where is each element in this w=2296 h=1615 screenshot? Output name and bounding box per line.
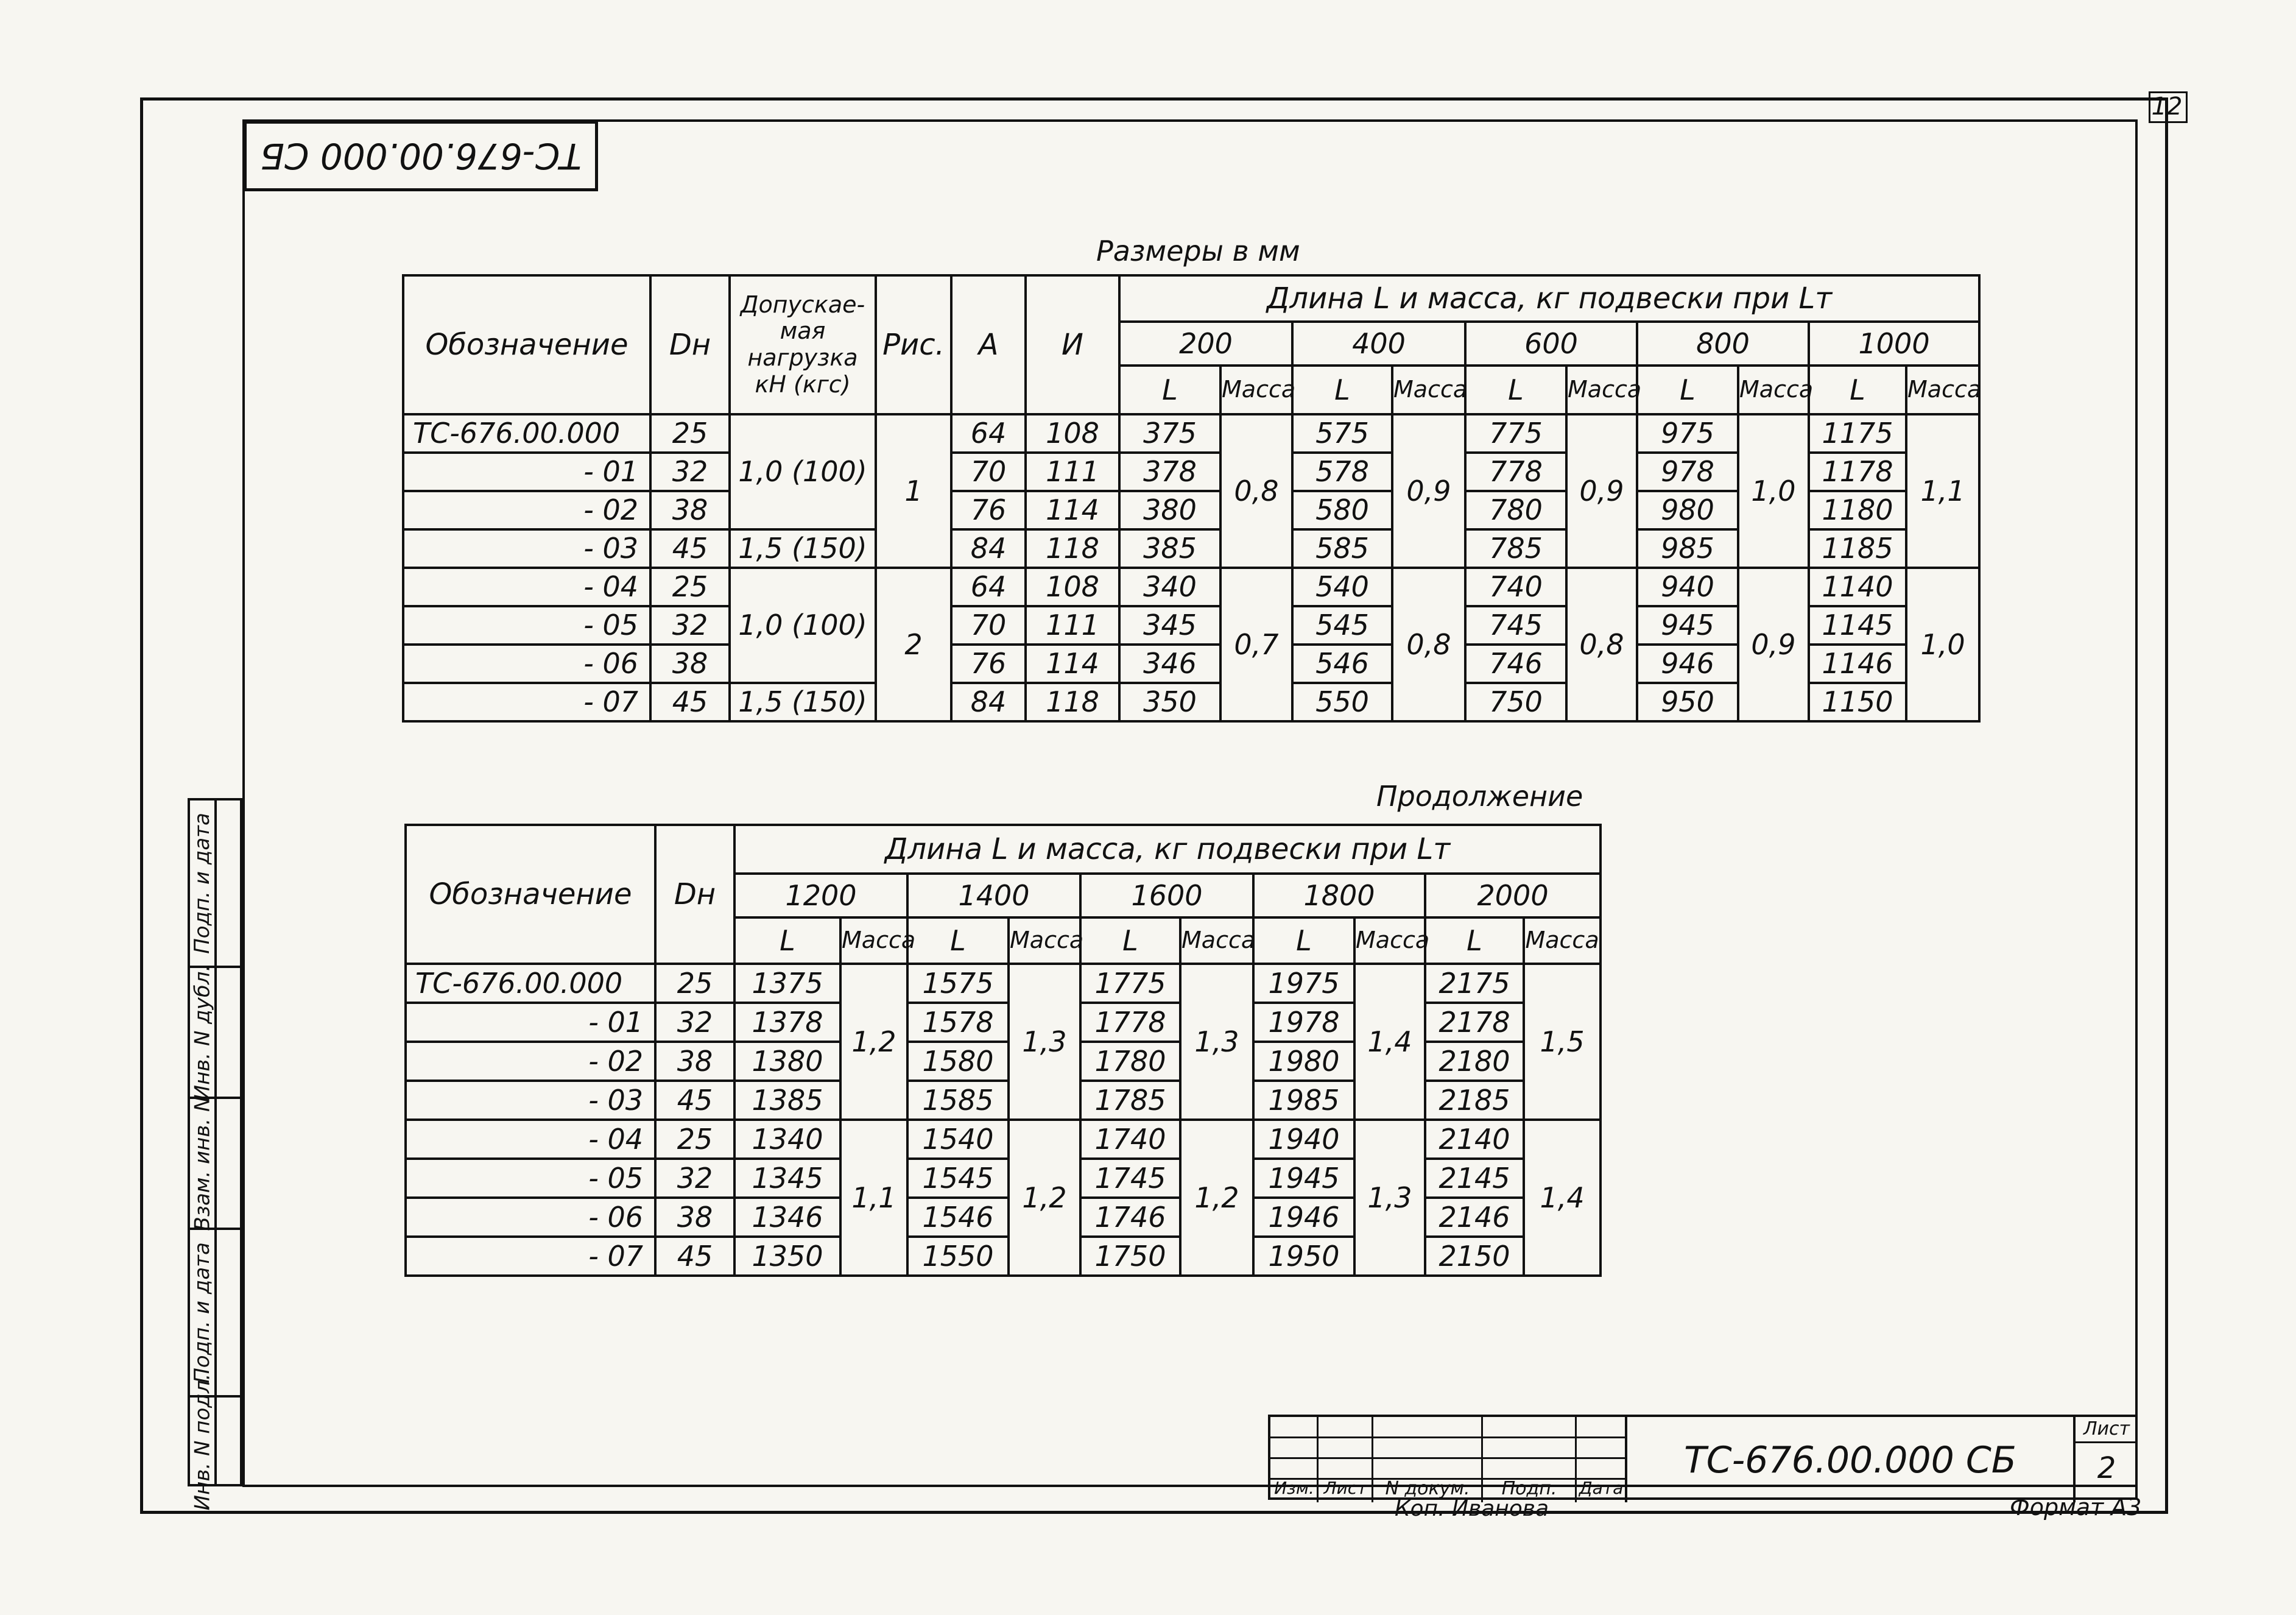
header-L: L	[1637, 366, 1738, 414]
cell-length: 1940	[1253, 1120, 1354, 1159]
cell-length: 1146	[1809, 645, 1906, 683]
cell-length: 1178	[1809, 453, 1906, 491]
sheet-number-top: 12	[2151, 93, 2183, 121]
tb-sheet-label: Лист	[2083, 1418, 2130, 1440]
cell-length: 1346	[734, 1198, 840, 1237]
cell-dn: 25	[655, 964, 734, 1003]
cell-a: 84	[951, 683, 1026, 721]
cell-a: 84	[951, 529, 1026, 568]
cell-i: 111	[1026, 453, 1119, 491]
cell-length: 2180	[1425, 1042, 1524, 1081]
cell-length: 546	[1292, 645, 1392, 683]
cell-length: 1378	[734, 1003, 840, 1042]
cell-mass: 1,4	[1354, 964, 1425, 1120]
header-length-1400: 1400	[907, 874, 1080, 917]
continuation-caption: Продолжение	[1376, 780, 1583, 813]
cell-length: 1580	[907, 1042, 1009, 1081]
cell-length: 740	[1465, 568, 1566, 606]
cell-designation: - 01	[403, 453, 650, 491]
tb-col-podp: Подп.	[1501, 1478, 1557, 1499]
cell-designation: ТС-676.00.000	[406, 964, 655, 1003]
header-length-mass-group-2: Длина L и масса, кг подвески при Lт	[734, 825, 1601, 874]
side-label: Инв. N подл.	[190, 1373, 215, 1511]
cell-a: 70	[951, 606, 1026, 645]
header-length-2000: 2000	[1425, 874, 1601, 917]
cell-mass: 0,9	[1392, 414, 1465, 568]
cell-length: 978	[1637, 453, 1738, 491]
copied-by: Коп. Иванова	[1395, 1496, 1549, 1521]
cell-designation: - 02	[406, 1042, 655, 1081]
cell-i: 108	[1026, 414, 1119, 453]
table-row	[403, 568, 1979, 606]
cell-mass: 0,8	[1392, 568, 1465, 721]
cell-dn: 25	[650, 568, 730, 606]
table-sizes-continuation	[404, 824, 1602, 1277]
cell-i: 114	[1026, 491, 1119, 529]
cell-mass: 1,2	[840, 964, 907, 1120]
cell-dn: 25	[650, 414, 730, 453]
header-length-600: 600	[1465, 322, 1637, 366]
header-mass: Масса	[1220, 366, 1292, 414]
cell-mass: 1,1	[840, 1120, 907, 1276]
side-cell	[190, 1373, 240, 1511]
side-label: Подп. и дата	[190, 1242, 215, 1384]
cell-i: 114	[1026, 645, 1119, 683]
cell-length: 1180	[1809, 491, 1906, 529]
cell-length: 550	[1292, 683, 1392, 721]
cell-length: 575	[1292, 414, 1392, 453]
header-mass: Масса	[1738, 366, 1809, 414]
tb-col-izm: Изм.	[1274, 1478, 1314, 1498]
cell-length: 1778	[1080, 1003, 1180, 1042]
header-L-2: L	[1253, 917, 1354, 964]
cell-designation: - 06	[403, 645, 650, 683]
cell-length: 778	[1465, 453, 1566, 491]
cell-fig: 2	[876, 568, 951, 721]
cell-length: 1585	[907, 1081, 1009, 1120]
cell-length: 775	[1465, 414, 1566, 453]
cell-length: 2178	[1425, 1003, 1524, 1042]
cell-length: 1950	[1253, 1237, 1354, 1276]
cell-mass: 1,3	[1009, 964, 1080, 1120]
units-caption: Размеры в мм	[1096, 235, 1300, 267]
cell-length: 1746	[1080, 1198, 1180, 1237]
cell-length: 1380	[734, 1042, 840, 1081]
cell-length: 785	[1465, 529, 1566, 568]
cell-designation: - 05	[403, 606, 650, 645]
header-L: L	[1809, 366, 1906, 414]
table-row	[406, 964, 1601, 1003]
cell-designation: - 04	[403, 568, 650, 606]
cell-i: 111	[1026, 606, 1119, 645]
tb-col-data: Дата	[1579, 1478, 1624, 1498]
cell-length: 2150	[1425, 1237, 1524, 1276]
cell-length: 945	[1637, 606, 1738, 645]
side-label: Инв. N дубл.	[190, 964, 215, 1100]
header-mass: Масса	[1392, 366, 1465, 414]
cell-length: 1540	[907, 1120, 1009, 1159]
header-L-2: L	[907, 917, 1009, 964]
cell-dn: 38	[655, 1042, 734, 1081]
header-L: L	[1119, 366, 1220, 414]
cell-length: 1740	[1080, 1120, 1180, 1159]
cell-dn: 25	[655, 1120, 734, 1159]
cell-length: 950	[1637, 683, 1738, 721]
cell-a: 70	[951, 453, 1026, 491]
cell-mass: 0,9	[1738, 568, 1809, 721]
tb-document-code: ТС-676.00.000 СБ	[1684, 1439, 2016, 1482]
cell-i: 118	[1026, 683, 1119, 721]
cell-designation: - 02	[403, 491, 650, 529]
header-L: L	[1292, 366, 1392, 414]
cell-length: 780	[1465, 491, 1566, 529]
tb-col-list: Лист	[1323, 1478, 1367, 1498]
header-mass-2: Масса	[1354, 917, 1425, 964]
cell-length: 378	[1119, 453, 1220, 491]
cell-length: 940	[1637, 568, 1738, 606]
cell-designation: - 07	[406, 1237, 655, 1276]
cell-length: 1385	[734, 1081, 840, 1120]
cell-dn: 32	[650, 453, 730, 491]
cell-length: 346	[1119, 645, 1220, 683]
cell-length: 545	[1292, 606, 1392, 645]
header-i: И	[1026, 275, 1119, 414]
header-L-2: L	[1080, 917, 1180, 964]
cell-length: 580	[1292, 491, 1392, 529]
header-mass-2: Масса	[1009, 917, 1080, 964]
header-fig: Рис.	[876, 275, 951, 414]
cell-load: 1,5 (150)	[730, 529, 876, 568]
cell-length: 1980	[1253, 1042, 1354, 1081]
cell-designation: - 06	[406, 1198, 655, 1237]
cell-length: 578	[1292, 453, 1392, 491]
cell-length: 385	[1119, 529, 1220, 568]
left-side-strip	[188, 798, 242, 1511]
cell-length: 375	[1119, 414, 1220, 453]
cell-designation: - 04	[406, 1120, 655, 1159]
header-mass-2: Масса	[840, 917, 907, 964]
cell-length: 1985	[1253, 1081, 1354, 1120]
cell-i: 108	[1026, 568, 1119, 606]
cell-length: 1750	[1080, 1237, 1180, 1276]
header-dn-2: Dн	[655, 825, 734, 964]
cell-a: 76	[951, 491, 1026, 529]
cell-dn: 38	[650, 645, 730, 683]
side-cell	[190, 1230, 240, 1398]
cell-length: 1145	[1809, 606, 1906, 645]
header-L: L	[1465, 366, 1566, 414]
header-mass-2: Масса	[1180, 917, 1253, 964]
cell-dn: 32	[655, 1003, 734, 1042]
cell-length: 2145	[1425, 1159, 1524, 1198]
cell-dn: 45	[650, 529, 730, 568]
cell-length: 980	[1637, 491, 1738, 529]
table-row	[403, 414, 1979, 453]
header-length-800: 800	[1637, 322, 1809, 366]
cell-dn: 45	[655, 1081, 734, 1120]
cell-length: 380	[1119, 491, 1220, 529]
cell-length: 2175	[1425, 964, 1524, 1003]
header-a: А	[951, 275, 1026, 414]
cell-load: 1,0 (100)	[730, 414, 876, 529]
header-L-2: L	[734, 917, 840, 964]
cell-length: 750	[1465, 683, 1566, 721]
cell-length: 1546	[907, 1198, 1009, 1237]
cell-length: 745	[1465, 606, 1566, 645]
cell-length: 1946	[1253, 1198, 1354, 1237]
cell-load: 1,5 (150)	[730, 683, 876, 721]
header-load: Допускае-мая нагрузка кН (кгс)	[730, 275, 876, 414]
cell-length: 1578	[907, 1003, 1009, 1042]
cell-length: 1978	[1253, 1003, 1354, 1042]
cell-length: 1545	[907, 1159, 1009, 1198]
cell-length: 1340	[734, 1120, 840, 1159]
cell-dn: 32	[650, 606, 730, 645]
header-length-400: 400	[1292, 322, 1465, 366]
cell-designation: - 07	[403, 683, 650, 721]
header-length-1600: 1600	[1080, 874, 1253, 917]
cell-designation: - 01	[406, 1003, 655, 1042]
header-dn: Dн	[650, 275, 730, 414]
cell-dn: 32	[655, 1159, 734, 1198]
cell-length: 1345	[734, 1159, 840, 1198]
header-length-1800: 1800	[1253, 874, 1425, 917]
table-sizes-continuation-body	[406, 964, 1601, 1276]
cell-length: 1785	[1080, 1081, 1180, 1120]
cell-dn: 38	[650, 491, 730, 529]
cell-designation: - 05	[406, 1159, 655, 1198]
cell-i: 118	[1026, 529, 1119, 568]
cell-dn: 45	[650, 683, 730, 721]
cell-mass: 1,0	[1906, 568, 1979, 721]
cell-length: 985	[1637, 529, 1738, 568]
table-sizes-main	[402, 274, 1981, 723]
side-cell	[190, 964, 240, 1100]
cell-designation: - 03	[403, 529, 650, 568]
table-row	[406, 1120, 1601, 1159]
cell-length: 540	[1292, 568, 1392, 606]
tb-sheet-value: 2	[2097, 1451, 2116, 1485]
cell-length: 1550	[907, 1237, 1009, 1276]
format-label: Формат А3	[2010, 1494, 2142, 1521]
cell-length: 350	[1119, 683, 1220, 721]
cell-mass: 0,8	[1220, 414, 1292, 568]
cell-mass: 1,5	[1524, 964, 1601, 1120]
cell-length: 1350	[734, 1237, 840, 1276]
side-label: Взам. инв. N	[190, 1096, 215, 1231]
cell-length: 1945	[1253, 1159, 1354, 1198]
cell-a: 64	[951, 568, 1026, 606]
cell-length: 2140	[1425, 1120, 1524, 1159]
table-sizes-main-body	[403, 414, 1979, 721]
header-designation-2: Обозначение	[406, 825, 655, 964]
header-length-mass-group: Длина L и масса, кг подвески при Lт	[1119, 275, 1979, 322]
cell-mass: 1,3	[1354, 1120, 1425, 1276]
header-L-2: L	[1425, 917, 1524, 964]
cell-mass: 1,2	[1180, 1120, 1253, 1276]
cell-mass: 1,0	[1738, 414, 1809, 568]
cell-length: 585	[1292, 529, 1392, 568]
cell-load: 1,0 (100)	[730, 568, 876, 683]
cell-fig: 1	[876, 414, 951, 568]
cell-dn: 38	[655, 1198, 734, 1237]
header-length-1200: 1200	[734, 874, 907, 917]
cell-mass: 0,9	[1566, 414, 1637, 568]
cell-dn: 45	[655, 1237, 734, 1276]
cell-mass: 0,7	[1220, 568, 1292, 721]
tb-col-ndok: N докум.	[1385, 1478, 1470, 1499]
cell-length: 1745	[1080, 1159, 1180, 1198]
header-designation: Обозначение	[403, 275, 650, 414]
cell-mass: 1,1	[1906, 414, 1979, 568]
cell-length: 345	[1119, 606, 1220, 645]
cell-length: 746	[1465, 645, 1566, 683]
cell-length: 1575	[907, 964, 1009, 1003]
side-label: Подп. и дата	[190, 812, 215, 954]
side-cell	[190, 1096, 240, 1231]
header-mass: Масса	[1566, 366, 1637, 414]
cell-length: 1375	[734, 964, 840, 1003]
cell-length: 1975	[1253, 964, 1354, 1003]
cell-length: 1775	[1080, 964, 1180, 1003]
cell-length: 2185	[1425, 1081, 1524, 1120]
cell-mass: 0,8	[1566, 568, 1637, 721]
title-block	[1268, 1415, 2138, 1500]
cell-length: 2146	[1425, 1198, 1524, 1237]
header-mass-2: Масса	[1524, 917, 1601, 964]
cell-designation: - 03	[406, 1081, 655, 1120]
cell-a: 76	[951, 645, 1026, 683]
cell-length: 1175	[1809, 414, 1906, 453]
cell-length: 1140	[1809, 568, 1906, 606]
side-cell	[190, 800, 240, 968]
cell-mass: 1,4	[1524, 1120, 1601, 1276]
cell-a: 64	[951, 414, 1026, 453]
document-code-stamp: ТС-676.00.000 СБ	[244, 121, 598, 191]
cell-designation: ТС-676.00.000	[403, 414, 650, 453]
cell-mass: 1,2	[1009, 1120, 1080, 1276]
cell-length: 1780	[1080, 1042, 1180, 1081]
header-length-200: 200	[1119, 322, 1292, 366]
cell-length: 946	[1637, 645, 1738, 683]
cell-length: 1185	[1809, 529, 1906, 568]
cell-mass: 1,3	[1180, 964, 1253, 1120]
cell-length: 340	[1119, 568, 1220, 606]
header-mass: Масса	[1906, 366, 1979, 414]
header-length-1000: 1000	[1809, 322, 1979, 366]
cell-length: 1150	[1809, 683, 1906, 721]
cell-length: 975	[1637, 414, 1738, 453]
